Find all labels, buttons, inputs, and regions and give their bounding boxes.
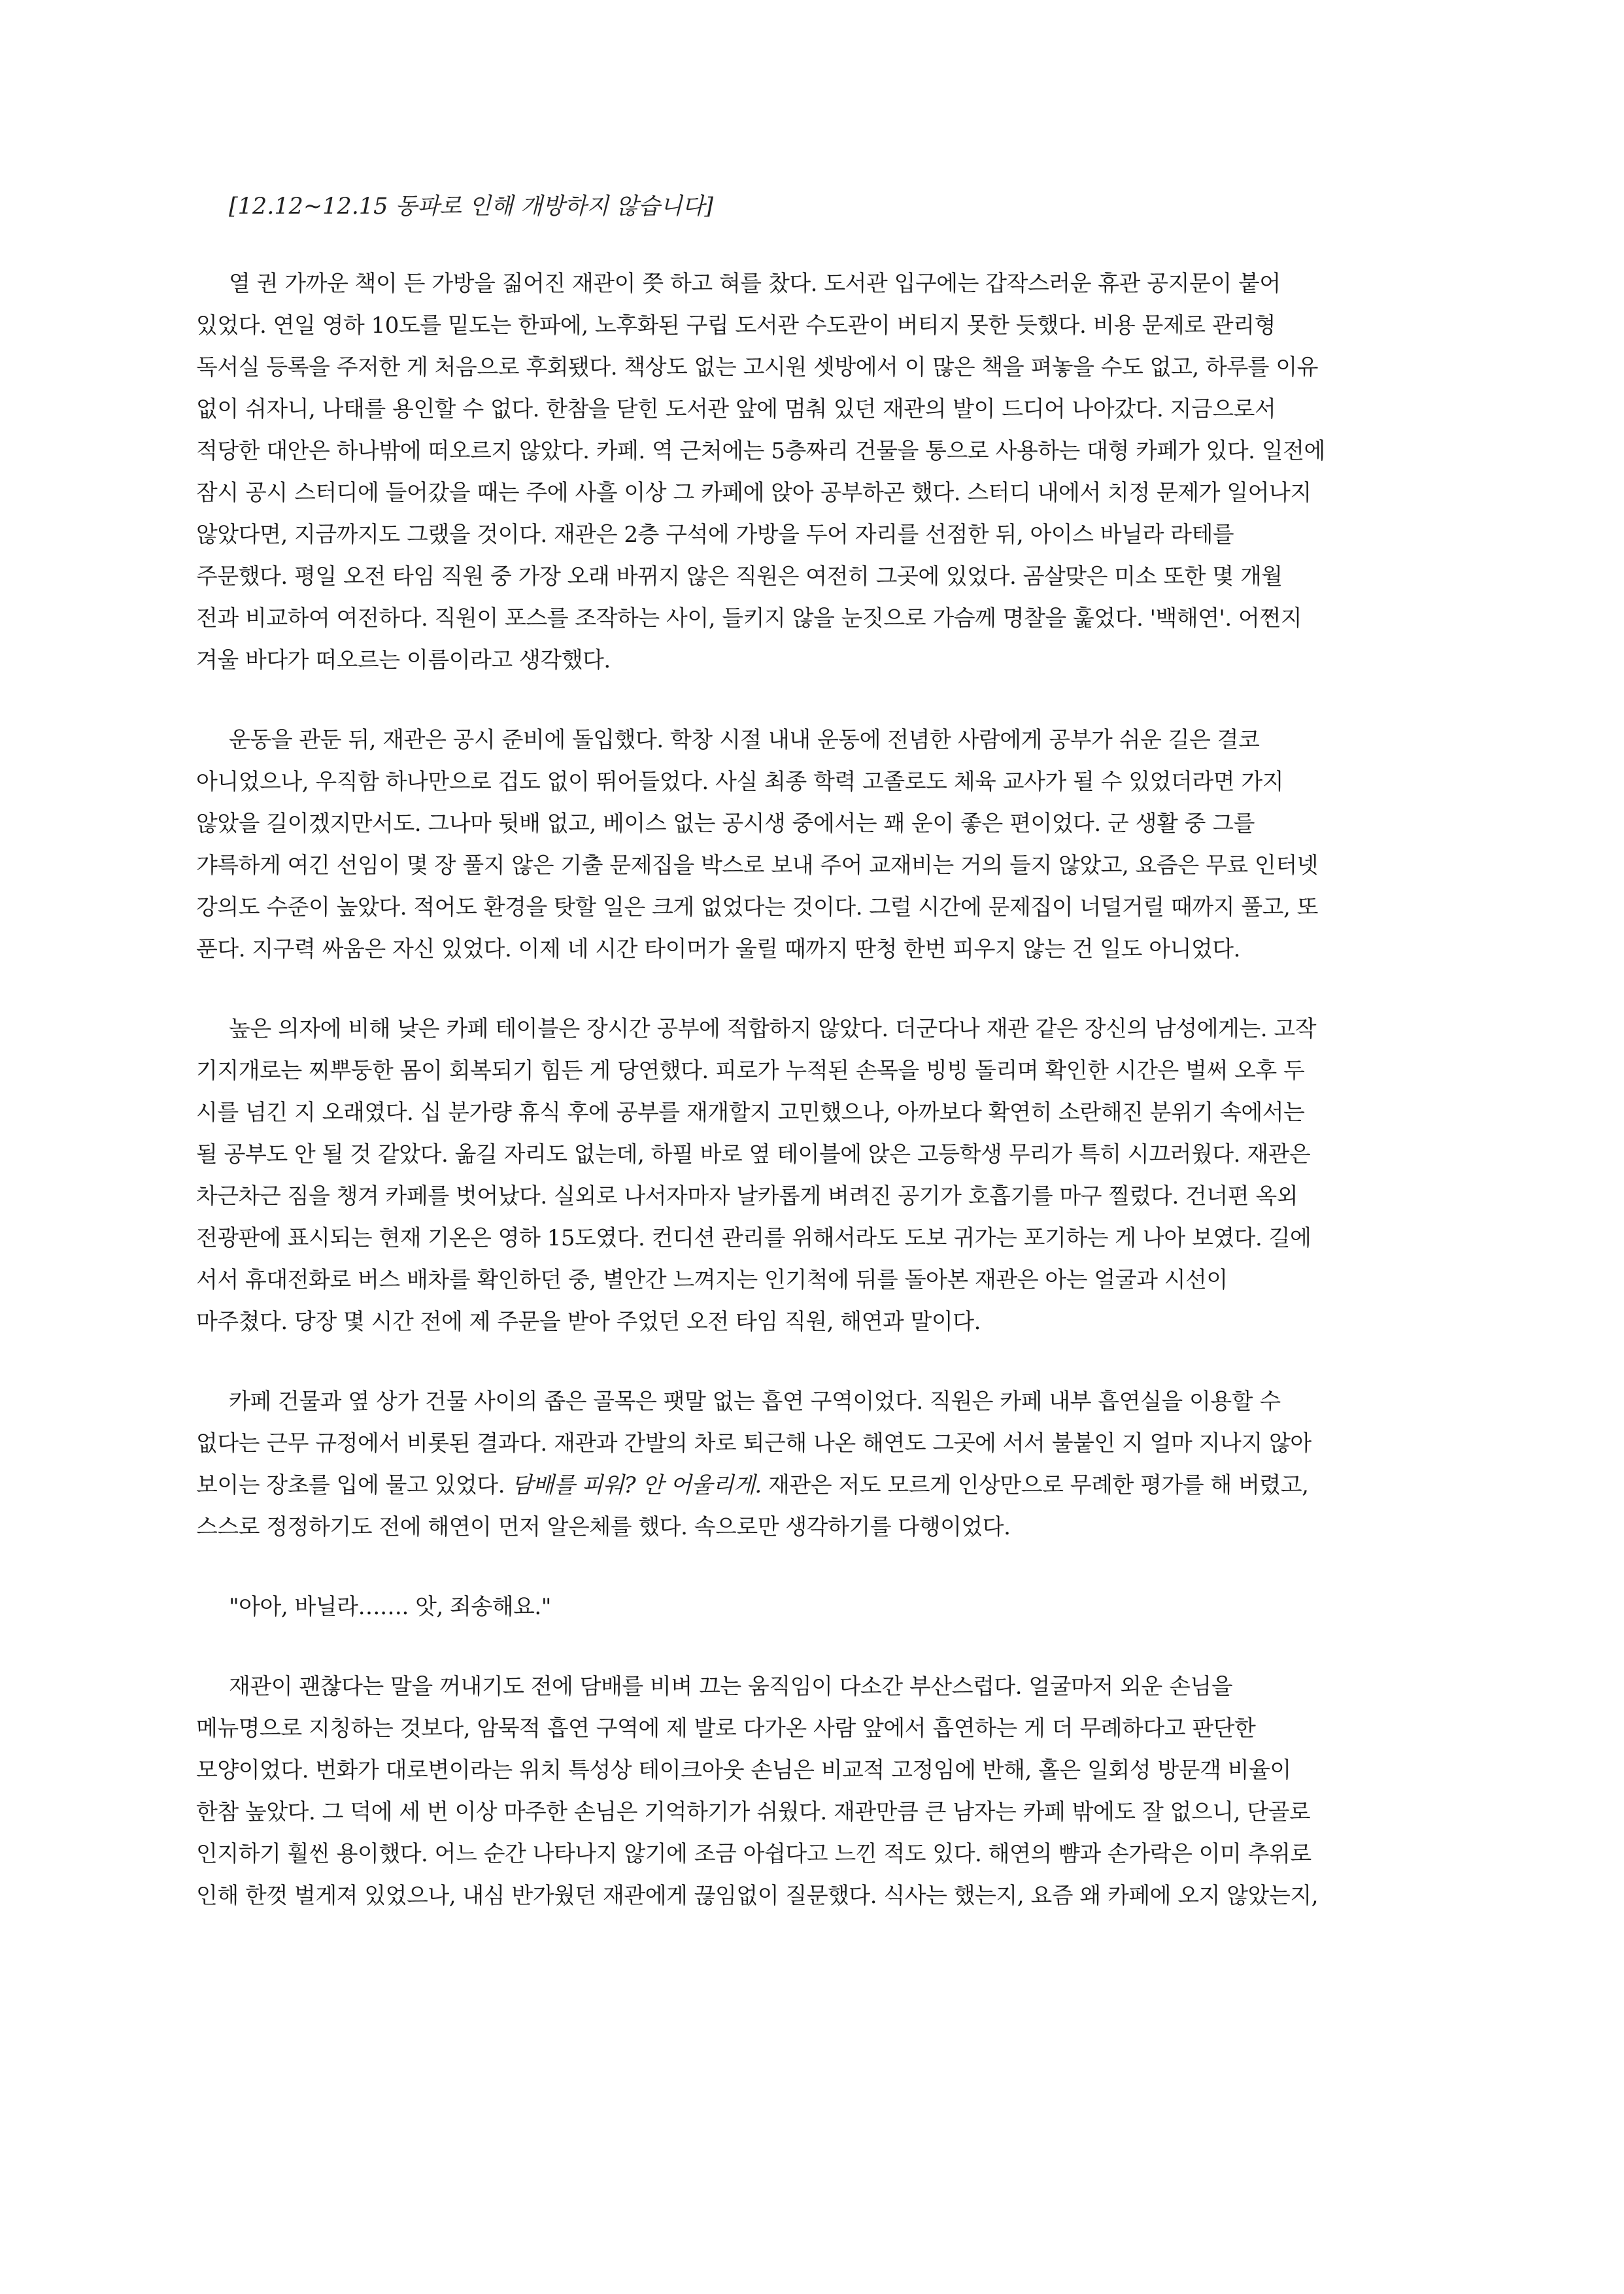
text-line: 메뉴명으로 지칭하는 것보다, 암묵적 흡연 구역에 제 발로 다가온 사람 앞에서 흡연하는 게 더 무례하다고 판단한	[196, 1715, 1256, 1742]
text-segment: 재관은 저도 모르게 인상만으로 무례한 평가를 해 버렸고,	[761, 1472, 1309, 1498]
inner-thought-italic: 담배를 피워? 안 어울리게.	[511, 1472, 762, 1498]
text-line: 기지개로는 찌뿌둥한 몸이 회복되기 힘든 게 당연했다. 피로가 누적된 손목을 빙빙 돌리며 확인한 시간은 벌써 오후 두	[196, 1058, 1305, 1084]
text-line: 적당한 대안은 하나밖에 떠오르지 않았다. 카페. 역 근처에는 5층짜리 건물을 통으로 사용하는 대형 카페가 있다. 일전에	[196, 438, 1325, 464]
text-line: "아아, 바닐라……. 앗, 죄송해요."	[229, 1594, 551, 1620]
text-line: 주문했다. 평일 오전 타임 직원 중 가장 오래 바뀌지 않은 직원은 여전히 그곳에 있었다. 곰살맞은 미소 또한 몇 개월	[196, 564, 1283, 590]
text-line: 없다는 근무 규정에서 비롯된 결과다. 재관과 간발의 차로 퇴근해 나온 해연도 그곳에 서서 불붙인 지 얼마 지나지 않아	[196, 1430, 1311, 1457]
text-line: 않았을 길이겠지만서도. 그나마 뒷배 없고, 베이스 없는 공시생 중에서는 꽤 운이 좋은 편이었다. 군 생활 중 그를	[196, 811, 1255, 837]
text-line: 푼다. 지구력 싸움은 자신 있었다. 이제 네 시간 타이머가 울릴 때까지 딴청 한번 피우지 않는 건 일도 아니었다.	[196, 936, 1240, 962]
text-line: 독서실 등록을 주저한 게 처음으로 후회됐다. 책상도 없는 고시원 셋방에서 이 많은 책을 펴놓을 수도 없고, 하루를 이유	[196, 354, 1319, 380]
text-line: 열 권 가까운 책이 든 가방을 짊어진 재관이 쯧 하고 혀를 찼다. 도서관 입구에는 갑작스러운 휴관 공지문이 붙어	[229, 271, 1281, 297]
text-line: 재관이 괜찮다는 말을 꺼내기도 전에 담배를 비벼 끄는 움직임이 다소간 부산스럽다. 얼굴마저 외운 손님을	[229, 1674, 1233, 1700]
text-line: 카페 건물과 옆 상가 건물 사이의 좁은 골목은 팻말 없는 흡연 구역이었다. 직원은 카페 내부 흡연실을 이용할 수	[229, 1389, 1281, 1415]
text-segment: 보이는 장초를 입에 물고 있었다.	[196, 1472, 512, 1498]
text-line: 없이 쉬자니, 나태를 용인할 수 없다. 한참을 닫힌 도서관 앞에 멈춰 있던 재관의 발이 드디어 나아갔다. 지금으로서	[196, 396, 1276, 422]
text-line: 마주쳤다. 당장 몇 시간 전에 제 주문을 받아 주었던 오전 타임 직원, 해연과 말이다.	[196, 1309, 981, 1335]
text-line: 아니었으나, 우직함 하나만으로 겁도 없이 뛰어들었다. 사실 최종 학력 고졸로도 체육 교사가 될 수 있었더라면 가지	[196, 769, 1284, 795]
text-line: 차근차근 짐을 챙겨 카페를 벗어났다. 실외로 나서자마자 날카롭게 벼려진 공기가 호흡기를 마구 찔렀다. 건너편 옥외	[196, 1183, 1298, 1209]
text-line: 있었다. 연일 영하 10도를 밑도는 한파에, 노후화된 구립 도서관 수도관이 버티지 못한 듯했다. 비용 문제로 관리형	[196, 312, 1276, 339]
text-line: 않았다면, 지금까지도 그랬을 것이다. 재관은 2층 구석에 가방을 두어 자리를 선점한 뒤, 아이스 바닐라 라테를	[196, 522, 1234, 548]
text-line: 강의도 수준이 높았다. 적어도 환경을 탓할 일은 크게 없었다는 것이다. 그럴 시간에 문제집이 너덜거릴 때까지 풀고, 또	[196, 894, 1319, 920]
text-line: 갸륵하게 여긴 선임이 몇 장 풀지 않은 기출 문제집을 박스로 보내 주어 교재비는 거의 들지 않았고, 요즘은 무료 인터넷	[196, 852, 1319, 879]
text-line: 서서 휴대전화로 버스 배차를 확인하던 중, 별안간 느껴지는 인기척에 뒤를 돌아본 재관은 아는 얼굴과 시선이	[196, 1267, 1228, 1293]
text-line: 한참 높았다. 그 덕에 세 번 이상 마주한 손님은 기억하기가 쉬웠다. 재관만큼 큰 남자는 카페 밖에도 잘 없으니, 단골로	[196, 1799, 1311, 1825]
text-line: 모양이었다. 번화가 대로변이라는 위치 특성상 테이크아웃 손님은 비교적 고정임에 반해, 홀은 일회성 방문객 비율이	[196, 1757, 1291, 1783]
text-line: 스스로 정정하기도 전에 해연이 먼저 알은체를 했다. 속으로만 생각하기를 다행이었다.	[196, 1514, 1011, 1540]
text-line: 인지하기 훨씬 용이했다. 어느 순간 나타나지 않기에 조금 아쉽다고 느낀 적도 있다. 해연의 뺨과 손가락은 이미 추위로	[196, 1841, 1311, 1867]
text-line-mixed	[196, 1464, 1438, 1506]
text-line: 전광판에 표시되는 현재 기온은 영하 15도였다. 컨디션 관리를 위해서라도 도보 귀가는 포기하는 게 나아 보였다. 길에	[196, 1225, 1311, 1251]
text-line: 높은 의자에 비해 낮은 카페 테이블은 장시간 공부에 적합하지 않았다. 더군다나 재관 같은 장신의 남성에게는. 고작	[229, 1016, 1317, 1042]
text-line: 전과 비교하여 여전하다. 직원이 포스를 조작하는 사이, 들키지 않을 눈짓으로 가슴께 명찰을 훑었다. '백해연'. 어쩐지	[196, 605, 1302, 632]
paragraph-3	[196, 1008, 1438, 1343]
text-line: 잠시 공시 스터디에 들어갔을 때는 주에 사흘 이상 그 카페에 앉아 공부하곤 했다. 스터디 내에서 치정 문제가 일어나지	[196, 480, 1311, 506]
text-line: 인해 한껏 벌게져 있었으나, 내심 반가웠던 재관에게 끊임없이 질문했다. 식사는 했는지, 요즘 왜 카페에 오지 않았는지,	[196, 1883, 1319, 1909]
paragraph-4	[196, 1381, 1438, 1548]
paragraph-6	[196, 1666, 1438, 1917]
text-line: 될 공부도 안 될 것 같았다. 옮길 자리도 없는데, 하필 바로 옆 테이블에 앉은 고등학생 무리가 특히 시끄러웠다. 재관은	[196, 1141, 1311, 1168]
dialogue-line	[196, 1586, 1438, 1628]
text-line: 시를 넘긴 지 오래였다. 십 분가량 휴식 후에 공부를 재개할지 고민했으나, 아까보다 확연히 소란해진 분위기 속에서는	[196, 1100, 1305, 1126]
paragraph-2	[196, 719, 1438, 970]
text-line: 운동을 관둔 뒤, 재관은 공시 준비에 돌입했다. 학창 시절 내내 운동에 전념한 사람에게 공부가 쉬운 길은 결코	[229, 727, 1260, 753]
paragraph-1	[196, 263, 1438, 681]
document-page	[196, 187, 1438, 1955]
text-line: 겨울 바다가 떠오르는 이름이라고 생각했다.	[196, 647, 611, 673]
closure-notice: [12.12~12.15 동파로 인해 개방하지 않습니다]	[229, 194, 714, 220]
